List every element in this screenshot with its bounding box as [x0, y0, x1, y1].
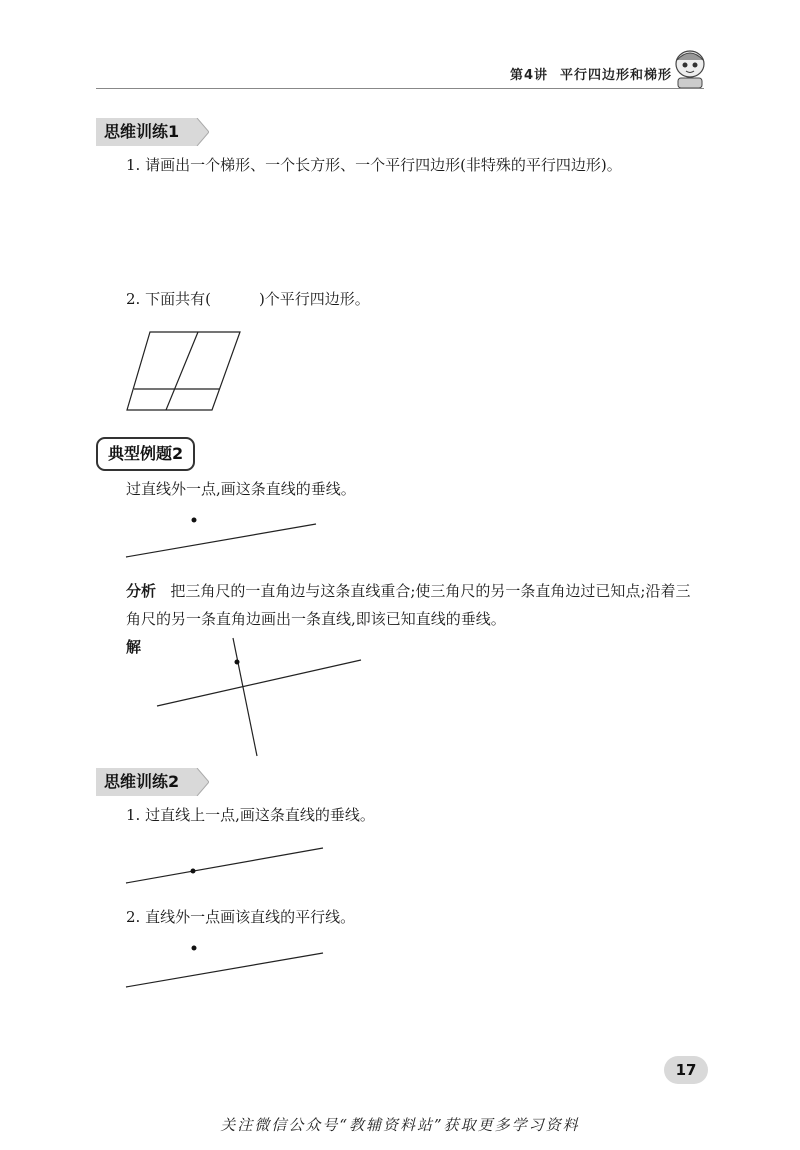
question-1-2-before: 2. 下面共有(: [126, 290, 211, 308]
lesson-title: 平行四边形和梯形: [559, 68, 672, 83]
analysis-line-2: 角尺的另一条直角边画出一条直线,即该已知直线的垂线。: [126, 610, 506, 628]
example-question: 过直线外一点,画这条直线的垂线。: [126, 480, 356, 498]
q2-2-line: [126, 953, 323, 987]
solution-label: 解: [126, 638, 142, 656]
question-2-1: 1. 过直线上一点,画这条直线的垂线。: [126, 806, 375, 824]
analysis-label: 分析: [126, 582, 157, 600]
section-tag-label-2: 思维训练2: [96, 768, 187, 796]
analysis-text-1: 把三角尺的一直角边与这条直线重合;使三角尺的另一条直角边过已知点;沿着三: [170, 582, 691, 600]
question-1-2-after: )个平行四边形。: [258, 290, 370, 308]
section-tag-label: 思维训练1: [96, 118, 187, 146]
footer-note: 关注微信公众号“教辅资料站”获取更多学习资料: [220, 1116, 580, 1134]
page-number: 17: [664, 1056, 708, 1084]
question-1-1: 1. 请画出一个梯形、一个长方形、一个平行四边形(非特殊的平行四边形)。: [126, 156, 622, 174]
question-2-2: 2. 直线外一点画该直线的平行线。: [126, 908, 356, 926]
section-tag-example-2: 典型例题2: [96, 437, 195, 471]
q2-2-point-off-line: [192, 946, 197, 951]
lesson-number: 第4讲: [509, 68, 548, 83]
